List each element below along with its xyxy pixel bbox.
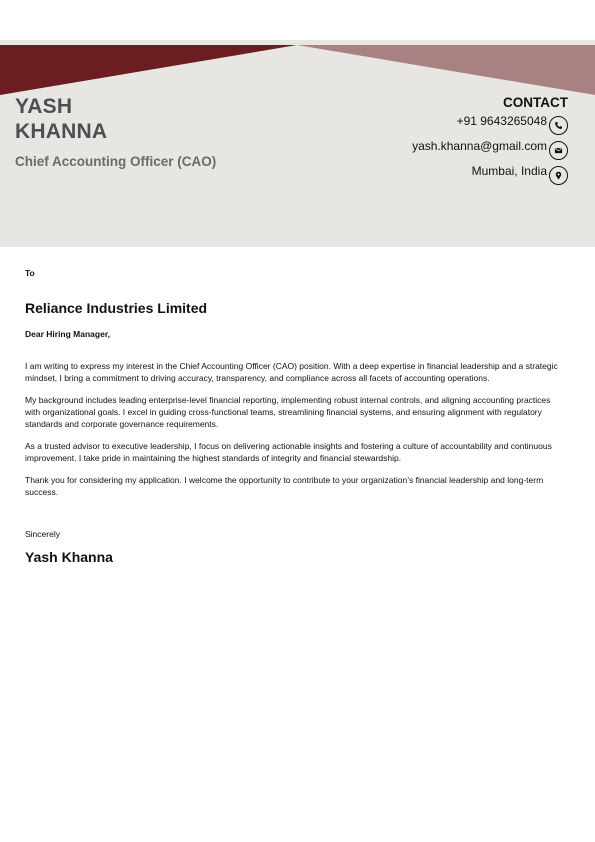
header-banner xyxy=(0,40,595,95)
phone-text: +91 9643265048 xyxy=(456,113,547,128)
paragraph-1: I am writing to express my interest in the Chief Accounting Officer (CAO) position. With a deep expertise in financial leadership and a strategic mindset, I bring a commitment to driving accuracy, transparency, and compliance across all facets of accounting operations. xyxy=(25,361,558,383)
banner-dark-shape xyxy=(0,45,297,95)
closing: Sincerely xyxy=(25,529,60,539)
contact-email xyxy=(412,135,568,160)
paragraph-4: Thank you for considering my application. I welcome the opportunity to contribute to your organization’s financial leadership and long-term success. xyxy=(25,475,544,497)
company-name: Reliance Industries Limited xyxy=(25,300,208,316)
name-block xyxy=(15,94,216,169)
header-section xyxy=(0,40,595,247)
location-text: Mumbai, India xyxy=(471,163,547,178)
contact-heading: CONTACT xyxy=(503,95,568,110)
salutation: Dear Hiring Manager, xyxy=(25,329,111,339)
phone-icon xyxy=(549,116,568,135)
contact-phone xyxy=(412,110,568,135)
contact-block xyxy=(412,95,568,185)
first-name: YASH xyxy=(15,95,73,118)
letter-paragraphs xyxy=(25,360,565,508)
last-name: KHANNA xyxy=(15,120,108,143)
banner-light-shape xyxy=(297,45,595,95)
job-title: Chief Accounting Officer (CAO) xyxy=(15,154,217,169)
location-icon xyxy=(549,166,568,185)
to-label: To xyxy=(25,268,35,278)
email-text: yash.khanna@gmail.com xyxy=(412,138,547,153)
paragraph-2: My background includes leading enterprise-level financial reporting, implementing robust internal controls, and aligning accounting practices with organizational goals. I excel in guiding cross-functional teams, streamlining financial systems, and ensuring alignment with regulatory standards and corporate governance requirements. xyxy=(25,395,551,429)
signature-name: Yash Khanna xyxy=(25,549,113,565)
mail-icon xyxy=(549,141,568,160)
paragraph-3: As a trusted advisor to executive leadership, I focus on delivering actionable insights and fostering a culture of accountability and continuous improvement. I take pride in maintaining the highest standards of integrity and financial stewardship. xyxy=(25,441,552,463)
contact-location xyxy=(412,160,568,185)
